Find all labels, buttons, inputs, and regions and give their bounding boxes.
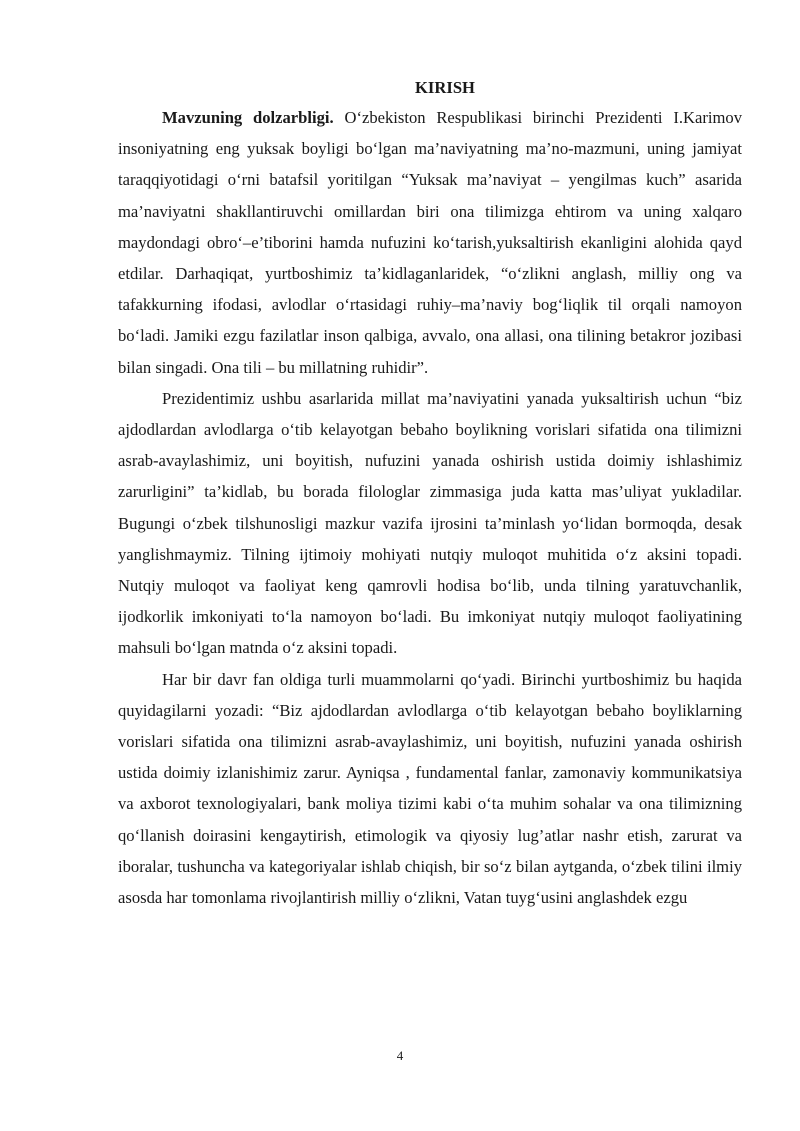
page-content [118, 74, 742, 913]
paragraph-2: Prezidentimiz ushbu asarlarida millat ma’naviyatini yanada yuksaltirish uchun “biz ajdodlardan avlodlarga o‘tib kelayotgan bebaho boylikning vorislari sifatida ona tilimizni asrab-avaylashimiz, uni boyitish, nufuzini yanada oshirish ustida doimiy ishlashimiz zarurligini” ta’kidlab, bu borada filologlar zimmasiga juda katta mas’uliyat yukladilar. Bugungi o‘zbek tilshunosligi mazkur vazifa ijrosini ta’minlash yo‘lidan bormoqda, desak yanglishmaymiz. Tilning ijtimoiy mohiyati nutqiy muloqot muhitida o‘z aksini topadi. Nutqiy muloqot va faoliyat keng qamrovli hodisa bo‘lib, unda tilning yaratuvchanlik, ijodkorlik imkoniyati to‘la namoyon bo‘ladi. Bu imkoniyat nutqiy muloqot faoliyatining mahsuli bo‘lgan matnda o‘z aksini topadi. [118, 388, 742, 658]
paragraph-1-text: O‘zbekiston Respublikasi birinchi Prezidenti I.Karimov insoniyatning eng yuksak boyligi bo‘lgan ma’naviyatning ma’no-mazmuni, uning jamiyat taraqqiyotidagi o‘rni batafsil yoritilgan “Yuksak ma’naviyat – yengilmas kuch” asarida ma’naviyatni shakllantiruvchi omillardan biri ona tilimizga ehtirom va uning xalqaro maydondagi obro‘–e’tiborini hamda nufuzini ko‘tarish,yuksaltirish ekanligini alohida qayd etdilar. Darhaqiqat, yurtboshimiz ta’kidlaganlaridek, “o‘zlikni anglash, milliy ong va tafakkurning ifodasi, avlodlar o‘rtasidagi ruhiy–ma’naviy bog‘liqlik til orqali namoyon bo‘ladi. Jamiki ezgu fazilatlar inson qalbiga, avvalo, ona allasi, ona tilining betakror jozibasi bilan singadi. Ona tili – bu millatning ruhidir”. [118, 108, 742, 377]
paragraph-3: Har bir davr fan oldiga turli muammolarni qo‘yadi. Birinchi yurtboshimiz bu haqida quyidagilarni yozadi: “Biz ajdodlardan avlodlarga o‘tib kelayotgan bebaho boyliklarning vorislari sifatida ona tilimizni asrab-avaylashimiz, uni boyitish, nufuzini yanada oshirish ustida doimiy izlanishimiz zarur. Ayniqsa , fundamental fanlar, zamonaviy kommunikatsiya va axborot texnologiyalari, bank moliya tizimi kabi o‘ta muhim sohalar va ona tilimizning qo‘llanish doirasini kengaytirish, etimologik va qiyosiy lug’atlar nashr etish, zarurat va iboralar, tushuncha va kategoriyalar ishlab chiqish, bir so‘z bilan aytganda, o‘zbek tilini ilmiy asosda har tomonlama rivojlantirish milliy o‘zlikni, Vatan tuyg‘usini anglashdek ezgu [118, 669, 742, 908]
page-number: 4 [396, 1048, 404, 1063]
section-heading: KIRISH [415, 78, 475, 97]
paragraph-1 [118, 102, 742, 383]
paragraph-1-lead: Mavzuning dolzarbligi. [162, 108, 334, 127]
